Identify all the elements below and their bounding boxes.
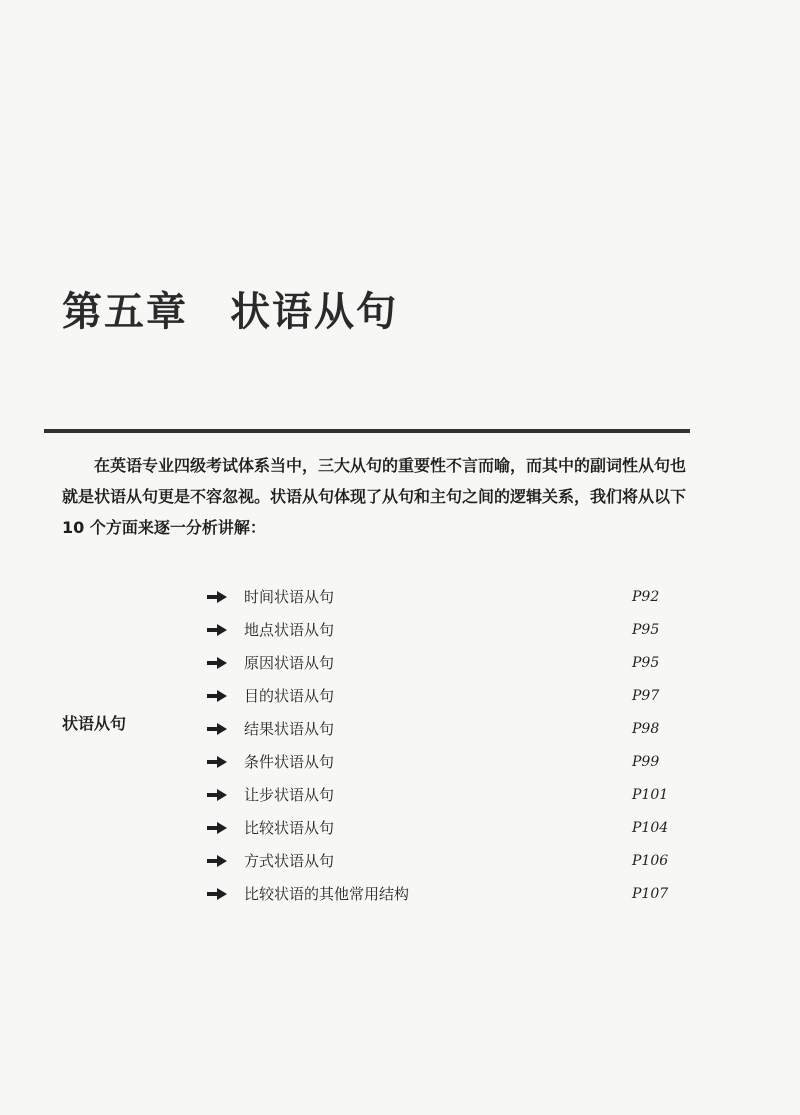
arrow-right-icon [206,623,228,637]
toc-item-page: P97 [632,687,660,704]
toc-item-page: P98 [632,720,660,737]
toc-item-label: 方式状语从句 [244,852,335,870]
section-divider [44,429,690,433]
toc-item-page: P95 [632,654,660,671]
toc-item-page: P106 [632,852,669,869]
arrow-right-icon [206,755,228,769]
toc-item-page: P107 [632,885,669,902]
toc-item-page: P104 [632,819,669,836]
toc-item-page: P92 [632,588,660,605]
toc-item-page: P95 [632,621,660,638]
chapter-name: 状语从句 [230,288,398,335]
intro-text: 在英语专业四级考试体系当中，三大从句的重要性不言而喻，而其中的副词性从句也就是状语从句更是不容忽视。状语从句体现了从句和主句之间的逻辑关系，我们将从以下 10 个方面来逐一分析讲解： [62,456,687,537]
arrow-right-icon [206,590,228,604]
toc-item-label: 让步状语从句 [244,786,335,804]
toc-item [206,613,676,646]
toc-item-label: 时间状语从句 [244,588,335,606]
arrow-right-icon [206,887,228,901]
toc-item [206,811,676,844]
toc-item-page: P101 [632,786,669,803]
arrow-right-icon [206,788,228,802]
toc-item [206,646,676,679]
arrow-right-icon [206,656,228,670]
arrow-right-icon [206,722,228,736]
toc-item [206,877,676,910]
toc-item [206,712,676,745]
toc-item-label: 比较状语从句 [244,819,335,837]
chapter-title [62,280,398,337]
arrow-right-icon [206,854,228,868]
toc-item-label: 条件状语从句 [244,753,335,771]
toc-group-label: 状语从句 [62,714,127,733]
intro-paragraph [62,450,692,543]
toc-item [206,580,676,613]
toc-item-label: 原因状语从句 [244,654,335,672]
toc-item [206,679,676,712]
table-of-contents [206,580,676,910]
toc-item [206,778,676,811]
arrow-right-icon [206,689,228,703]
toc-item [206,745,676,778]
toc-item-page: P99 [632,753,660,770]
chapter-number: 第五章 [62,288,188,335]
toc-item-label: 结果状语从句 [244,720,335,738]
toc-item [206,844,676,877]
toc-item-label: 地点状语从句 [244,621,335,639]
toc-item-label: 比较状语的其他常用结构 [244,885,410,903]
arrow-right-icon [206,821,228,835]
toc-item-label: 目的状语从句 [244,687,335,705]
